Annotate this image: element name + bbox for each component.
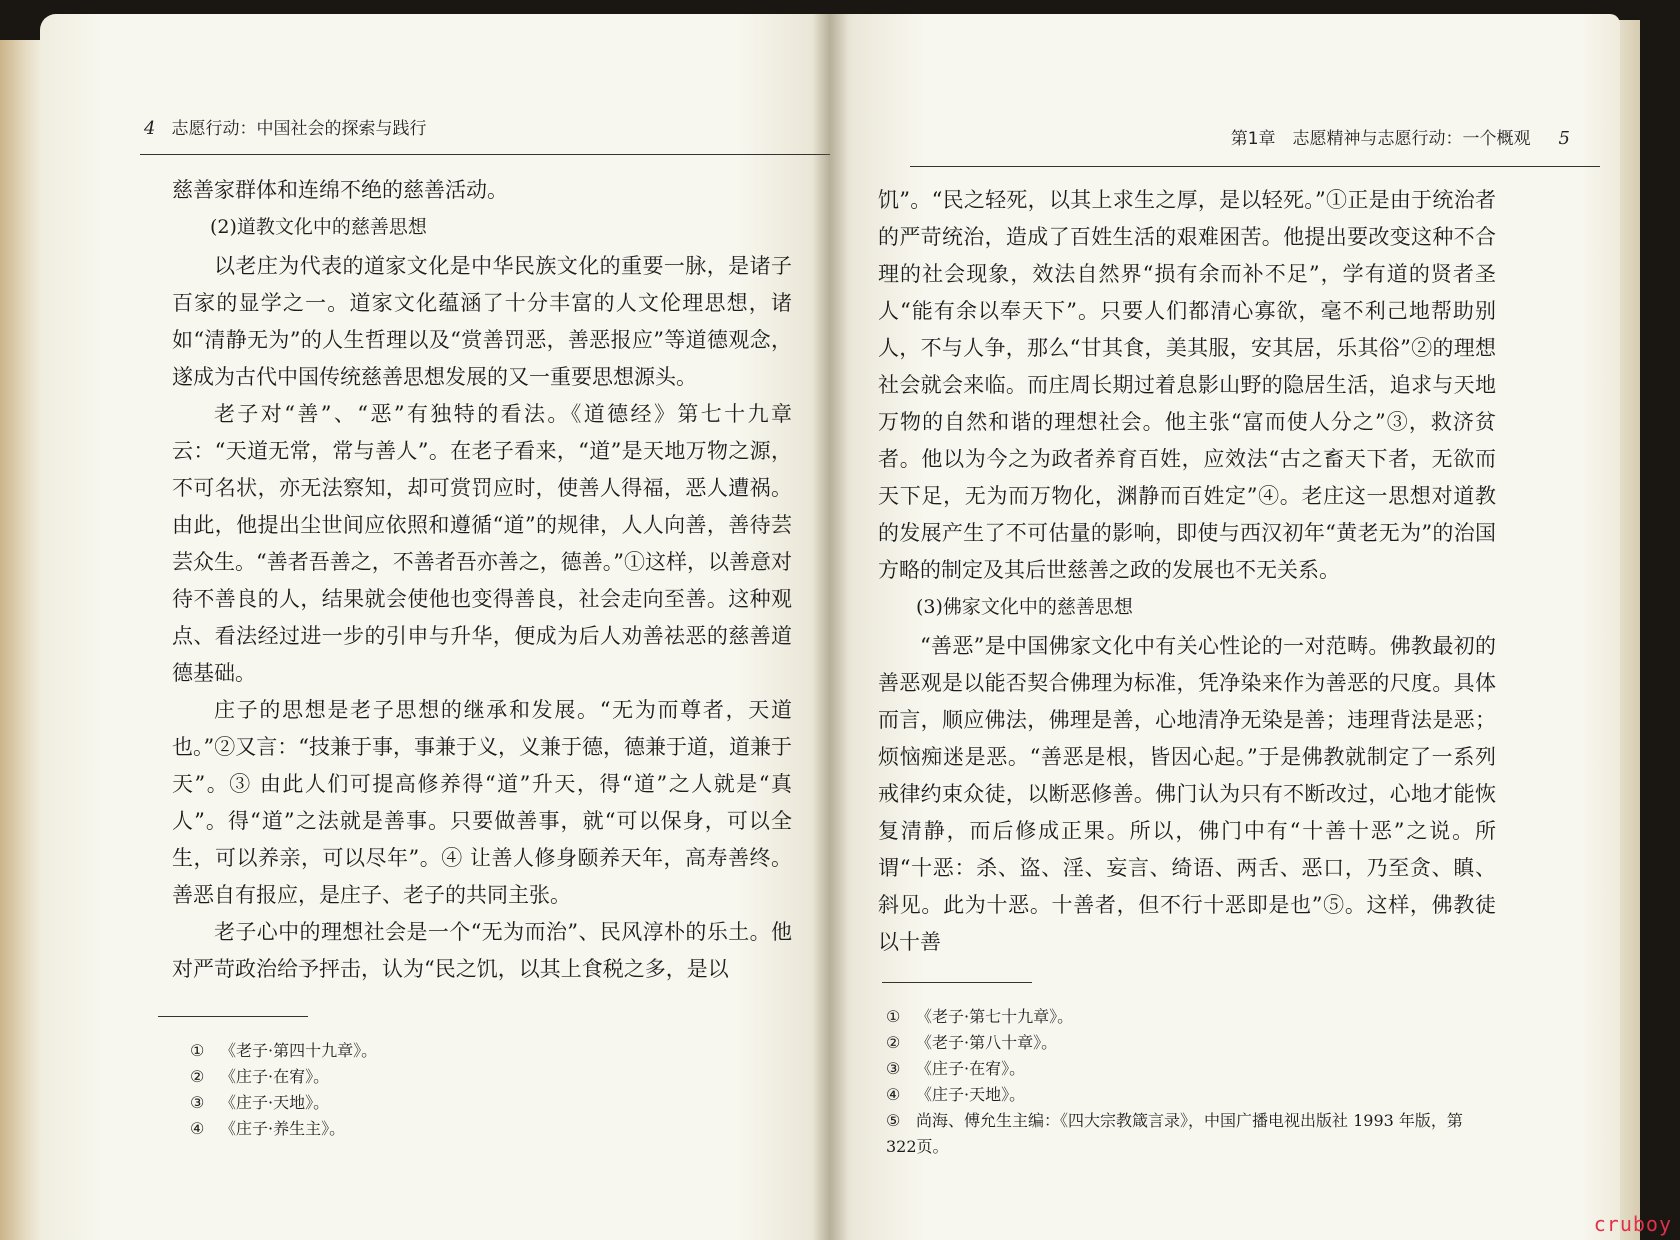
- right-body-text: [878, 182, 1496, 961]
- footnote: ③ 《庄子·在宥》。: [886, 1059, 1026, 1078]
- watermark-text: cruboy: [1593, 1212, 1672, 1236]
- paragraph: 饥”。“民之轻死，以其上求生之厚，是以轻死。”①正是由于统治者的严苛统治，造成了百姓生活的艰难困苦。他提出要改变这种不合理的社会现象，效法自然界“损有余而补不足”，学有道的贤者圣人“能有余以奉天下”。只要人们都清心寡欲，毫不利己地帮助别人，不与人争，那么“甘其食，美其服，安其居，乐其俗”②的理想社会就会来临。而庄周长期过着息影山野的隐居生活，追求与天地万物的自然和谐的理想社会。他主张“富而使人分之”③，救济贫者。他以为今之为政者养育百姓，应效法“古之畜天下者，无欲而天下足，无为而万物化，渊静而百姓定”④。老庄这一思想对道教的发展产生了不可估量的影响，即使与西汉初年“黄老无为”的治国方略的制定及其后世慈善之政的发展也不无关系。: [878, 188, 1496, 582]
- section-heading: (2)道教文化中的慈善思想: [210, 216, 427, 238]
- footnote: ⑤ 尚海、傅允生主编：《四大宗教箴言录》，中国广播电视出版社 1993 年版，第322页。: [886, 1111, 1463, 1156]
- right-footnote-rule: [882, 982, 1032, 983]
- section-heading: (3)佛家文化中的慈善思想: [916, 596, 1133, 618]
- left-header-rule: [140, 154, 840, 155]
- footnote: ③ 《庄子·天地》。: [190, 1093, 330, 1112]
- paragraph: “善恶”是中国佛家文化中有关心性论的一对范畴。佛教最初的善恶观是以能否契合佛理为标准，凭净染来作为善恶的尺度。具体而言，顺应佛法，佛理是善，心地清净无染是善；违理背法是恶；烦恼痴迷是恶。“善恶是根，皆因心起。”于是佛教就制定了一系列戒律约束众徒，以断恶修善。佛门认为只有不断改过，心地才能恢复清静，而后修成正果。所以，佛门中有“十善十恶”之说。所谓“十恶：杀、盗、淫、妄言、绮语、两舌、恶口，乃至贪、瞋、斜见。此为十恶。十善者，但不行十恶即是也”⑤。这样，佛教徒以十善: [878, 634, 1496, 954]
- left-footnote-rule: [158, 1016, 308, 1017]
- paragraph: 老子心中的理想社会是一个“无为而治”、民风淳朴的乐土。他对严苛政治给予抨击，认为“民之饥，以其上食税之多，是以: [172, 920, 792, 981]
- left-page-number: 4: [144, 118, 156, 139]
- left-footnotes: [190, 1038, 710, 1142]
- footnote: ④ 《庄子·天地》。: [886, 1085, 1026, 1104]
- right-header-rule: [910, 166, 1600, 167]
- book-spine-shadow: [812, 14, 848, 1240]
- right-running-head: 第1章 志愿精神与志愿行动：一个概观: [1230, 129, 1531, 149]
- footnote: ④ 《庄子·养生主》。: [190, 1119, 346, 1138]
- page-stack-edge-left: [0, 40, 44, 1240]
- right-footnotes: [886, 1004, 1492, 1160]
- paragraph: 庄子的思想是老子思想的继承和发展。“无为而尊者，天道也。”②又言：“技兼于事，事兼于义，义兼于德，德兼于道，道兼于天”。③ 由此人们可提高修养得“道”升天，得“道”之人就是“真人”。得“道”之法就是善事。只要做善事，就“可以保身，可以全生，可以养亲，可以尽年”。④ 让善人修身颐养天年，高寿善终。善恶自有报应，是庄子、老子的共同主张。: [172, 698, 792, 907]
- right-page: [830, 14, 1620, 1240]
- left-running-header: [144, 114, 804, 139]
- paragraph: 慈善家群体和连绵不绝的慈善活动。: [172, 178, 508, 202]
- paragraph: 老子对“善”、“恶”有独特的看法。《道德经》第七十九章云：“天道无常，常与善人”。在老子看来，“道”是天地万物之源，不可名状，亦无法察知，却可赏罚应时，使善人得福，恶人遭祸。由此，他提出尘世间应依照和遵循“道”的规律，人人向善，善待芸芸众生。“善者吾善之，不善者吾亦善之，德善。”①这样，以善意对待不善良的人，结果就会使他也变得善良，社会走向至善。这种观点、看法经过进一步的引申与升华，便成为后人劝善祛恶的慈善道德基础。: [172, 402, 792, 685]
- footnote: ② 《老子·第八十章》。: [886, 1033, 1058, 1052]
- footnote: ② 《庄子·在宥》。: [190, 1067, 330, 1086]
- left-page: [40, 14, 830, 1240]
- right-page-number: 5: [1558, 128, 1570, 149]
- right-running-header: [1130, 124, 1570, 149]
- footnote: ① 《老子·第七十九章》。: [886, 1007, 1074, 1026]
- paragraph: 以老庄为代表的道家文化是中华民族文化的重要一脉，是诸子百家的显学之一。道家文化蕴涵了十分丰富的人文伦理思想，诸如“清静无为”的人生哲理以及“赏善罚恶，善恶报应”等道德观念，遂成为古代中国传统慈善思想发展的又一重要思想源头。: [172, 254, 792, 389]
- footnote: ① 《老子·第四十九章》。: [190, 1041, 378, 1060]
- left-running-head: 志愿行动：中国社会的探索与践行: [171, 119, 427, 139]
- left-body-text: [172, 172, 792, 988]
